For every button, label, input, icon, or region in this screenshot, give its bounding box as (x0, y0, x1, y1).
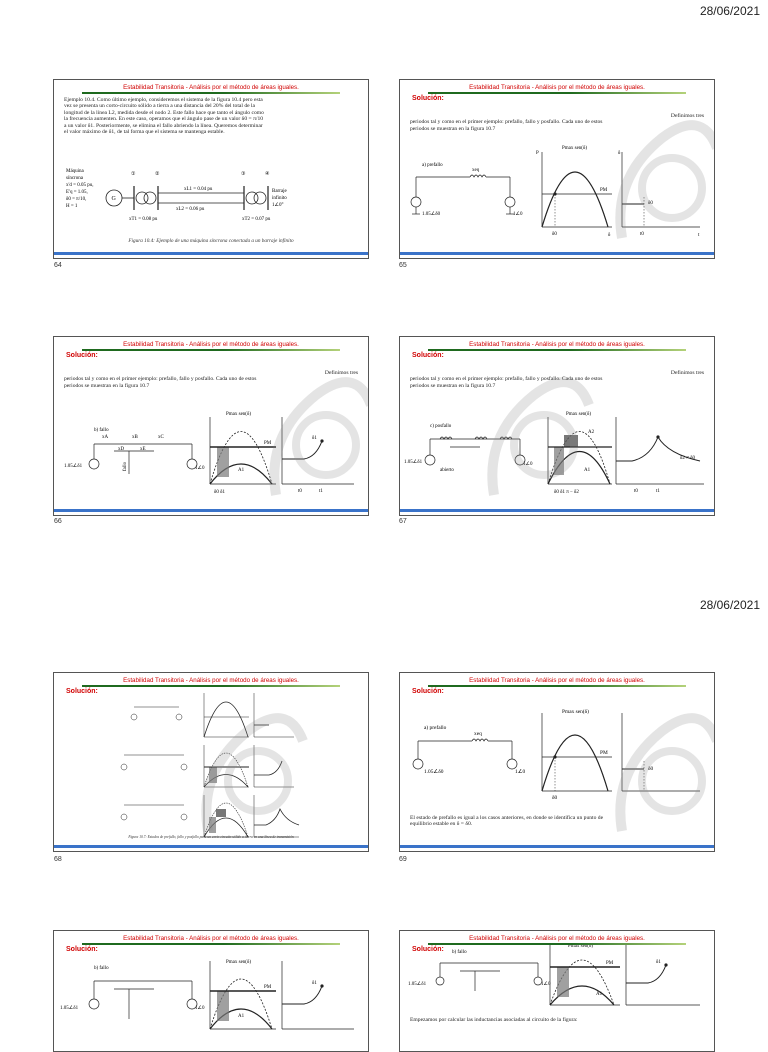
svg-text:1∠0: 1∠0 (541, 982, 551, 987)
svg-text:δ1: δ1 (312, 436, 317, 441)
title-divider (82, 92, 340, 94)
svg-text:xT2 = 0.07 pu: xT2 = 0.07 pu (242, 217, 271, 222)
svg-text:xA: xA (102, 435, 109, 440)
svg-text:xT1 = 0.08 pu: xT1 = 0.08 pu (129, 217, 158, 222)
svg-text:infinito: infinito (272, 196, 287, 201)
svg-text:1.05∠δ1: 1.05∠δ1 (64, 464, 83, 469)
svg-text:1.05∠δ0: 1.05∠δ0 (424, 769, 444, 775)
stage-prefallo (131, 693, 294, 737)
svg-text:Pmax sen(δ): Pmax sen(δ) (568, 945, 593, 949)
area-a1 (554, 447, 564, 475)
page-number: 67 (399, 518, 407, 525)
svg-text:Pmax sen(δ): Pmax sen(δ) (226, 412, 251, 417)
power-angle-plot (542, 708, 612, 801)
page-number: 68 (54, 856, 62, 863)
voltage-source-icon (411, 197, 421, 207)
svg-text:③: ③ (241, 172, 246, 177)
svg-text:t0: t0 (640, 232, 644, 237)
svg-text:Pmax sen(δ): Pmax sen(δ) (566, 412, 591, 417)
figure-caption: Figura 10.7: Estados de prefallo, fallo y posfallo para un corto circuito sólido a tierra en una línea de transmisión (128, 835, 294, 839)
svg-text:Máquina: Máquina (66, 169, 84, 174)
svg-text:A1: A1 (584, 468, 591, 473)
solution-label: Solución: (412, 688, 444, 695)
svg-text:A1: A1 (596, 992, 603, 997)
slide-thumbnail[interactable] (399, 672, 715, 852)
slide-footer-bar (400, 252, 714, 255)
solution-label: Solución: (66, 352, 98, 359)
svg-text:b) fallo: b) fallo (94, 966, 109, 971)
svg-text:δ0 = π/10,: δ0 = π/10, (66, 197, 87, 202)
title-divider (428, 685, 686, 687)
delta-time-plot (618, 151, 700, 238)
voltage-source-icon (505, 197, 515, 207)
svg-text:P: P (536, 151, 539, 156)
svg-text:abierto: abierto (440, 468, 454, 473)
svg-text:fallo: fallo (123, 461, 128, 471)
svg-text:1∠0: 1∠0 (195, 466, 205, 471)
svg-text:xB: xB (132, 435, 138, 440)
solution-label: Solución: (412, 946, 444, 953)
slide-title: Estabilidad Transitoria - Análisis por el método de áreas iguales. (123, 935, 299, 942)
solution-label: Solución: (412, 352, 444, 359)
voltage-source-icon (425, 455, 435, 465)
svg-text:1.05∠δ0: 1.05∠δ0 (422, 212, 441, 217)
svg-text:b) fallo: b) fallo (94, 428, 109, 433)
title-divider (428, 349, 686, 351)
slide-thumbnail[interactable] (53, 672, 369, 852)
solution-label: Solución: (412, 95, 444, 102)
svg-text:δ0: δ0 (552, 232, 557, 237)
svg-text:xL1 = 0.04 pu: xL1 = 0.04 pu (184, 187, 213, 192)
slide-footer-bar (400, 845, 714, 848)
svg-text:PM: PM (600, 750, 608, 756)
postfault-figure (400, 399, 714, 509)
svg-text:δ1: δ1 (656, 960, 661, 965)
svg-text:E'q = 1.05,: E'q = 1.05, (66, 190, 88, 195)
slide-thumbnail[interactable] (399, 336, 715, 516)
slide-thumbnail[interactable] (399, 79, 715, 259)
power-angle-plot (536, 146, 612, 238)
power-angle-plot (548, 412, 612, 495)
svg-text:Pmax sen(δ): Pmax sen(δ) (562, 146, 587, 151)
fault-figure (54, 959, 368, 1039)
svg-text:A1: A1 (238, 1014, 245, 1019)
svg-text:Pmax sen(δ): Pmax sen(δ) (226, 960, 251, 965)
delta-time-plot (282, 417, 354, 494)
svg-text:b) fallo: b) fallo (452, 950, 467, 955)
title-divider (428, 92, 686, 94)
power-curve (542, 172, 608, 227)
solution-label: Solución: (66, 946, 98, 953)
page-number: 65 (399, 262, 407, 269)
slide-title: Estabilidad Transitoria - Análisis por el método de áreas iguales. (469, 341, 645, 348)
body-text: Empezamos por calcular las inductancias asociadas al circuito de la figura: (410, 1017, 578, 1023)
slide-title: Estabilidad Transitoria - Análisis por el método de áreas iguales. (469, 935, 645, 942)
solution-label: Solución: (66, 688, 98, 695)
stage-posfallo (121, 795, 299, 837)
power-angle-plot (210, 412, 276, 495)
area-a2 (564, 435, 578, 447)
slide-footer-bar (54, 845, 368, 848)
svg-text:xE: xE (140, 447, 146, 452)
svg-text:δ2 ≠ δ0: δ2 ≠ δ0 (680, 456, 695, 461)
svg-text:PM: PM (264, 985, 272, 990)
slide-title: Estabilidad Transitoria - Análisis por el método de áreas iguales. (469, 84, 645, 91)
svg-text:t0: t0 (298, 489, 302, 494)
slide-footer-bar (54, 509, 368, 512)
delta-time-plot (616, 417, 704, 494)
svg-text:t1: t1 (656, 489, 660, 494)
voltage-source-icon (413, 759, 423, 769)
svg-text:δ0: δ0 (648, 766, 654, 772)
slide-footer-bar (54, 252, 368, 255)
infinite-bus-label (272, 189, 287, 208)
svg-text:síncrona: síncrona (66, 176, 83, 181)
slide-title: Estabilidad Transitoria - Análisis por el método de áreas iguales. (469, 677, 645, 684)
svg-text:1.05∠δ1: 1.05∠δ1 (60, 1006, 79, 1011)
figure-caption: Figura 10.4: Ejemplo de una máquina síncrona conectada a un barraje infinito (128, 238, 294, 244)
svg-text:1∠0°: 1∠0° (272, 203, 284, 208)
page-date: 28/06/2021 (699, 4, 760, 18)
stage-fallo (121, 745, 294, 787)
fault-figure (54, 399, 368, 509)
svg-text:xL2 = 0.06 pu: xL2 = 0.06 pu (176, 207, 205, 212)
prefault-figure (400, 691, 714, 801)
svg-text:xeq: xeq (472, 168, 480, 173)
slide-thumbnail[interactable] (399, 930, 715, 1052)
svg-text:1∠0: 1∠0 (523, 462, 533, 467)
voltage-source-icon (507, 759, 517, 769)
svg-text:δ: δ (618, 151, 621, 156)
three-stage-figure (54, 687, 368, 847)
svg-text:PM: PM (264, 441, 272, 446)
slide-thumbnail[interactable] (53, 930, 369, 1052)
svg-text:G: G (111, 196, 116, 202)
delta-time-plot (622, 713, 700, 791)
svg-text:PM: PM (606, 961, 614, 966)
svg-text:δ0: δ0 (648, 201, 653, 206)
body-text: El estado de prefallo es igual a los casos anteriores, en donde se identifica un punto de equilibrio estable en δ = δ0. (410, 815, 604, 828)
page-number: 66 (54, 518, 62, 525)
svg-text:c) posfallo: c) posfallo (430, 424, 452, 429)
intro-text: Definimos tres periodos tal y como en el primer ejemplo: prefallo, fallo y posfallo. Cada uno de estos periodos se muestran en la figura 10.7 (410, 113, 704, 132)
svg-text:①: ① (131, 172, 136, 177)
svg-text:t: t (698, 233, 700, 238)
page-number: 64 (54, 262, 62, 269)
page-number: 69 (399, 856, 407, 863)
title-divider (82, 943, 340, 945)
title-divider (82, 349, 340, 351)
slide-footer-bar (400, 509, 714, 512)
slide-thumbnail[interactable] (53, 79, 369, 259)
svg-text:a) prefallo: a) prefallo (422, 163, 443, 168)
svg-text:δ0: δ0 (552, 795, 558, 801)
intro-text: Definimos tres periodos tal y como en el primer ejemplo: prefallo, fallo y posfallo. Cada uno de estos periodos se muestran en la figura 10.7 (410, 370, 704, 389)
reactance-coil-icon (472, 739, 488, 741)
svg-text:④: ④ (265, 172, 270, 177)
voltage-source-icon (89, 459, 99, 469)
svg-text:δ: δ (608, 233, 611, 238)
svg-text:PM: PM (600, 188, 608, 193)
svg-text:a) prefallo: a) prefallo (424, 725, 447, 731)
slide-thumbnail[interactable] (53, 336, 369, 516)
svg-text:δ0 δ1 π − δ2: δ0 δ1 π − δ2 (554, 490, 579, 495)
svg-text:A2: A2 (588, 430, 595, 435)
svg-text:Barraje: Barraje (272, 189, 287, 194)
svg-text:t1: t1 (319, 489, 323, 494)
svg-text:A1: A1 (238, 468, 245, 473)
svg-text:H = 1: H = 1 (66, 204, 78, 209)
svg-text:1∠0: 1∠0 (195, 1006, 205, 1011)
slide-title: Estabilidad Transitoria - Análisis por el método de áreas iguales. (123, 84, 299, 91)
svg-text:x'd = 0.05 pu,: x'd = 0.05 pu, (66, 183, 94, 188)
reactance-coil-icon (470, 175, 486, 177)
fault-figure (400, 945, 714, 1025)
example-text: Ejemplo 10.4. Como último ejemplo, consideremos el sistema de la figura 10.4 pero esta vez se presenta un corto-circuito sólido a tierra a una distancia del 20% del total de la longitud de la línea L2, medida desde el nodo 2. Este fallo hace que tanto el ángulo como la frecuencia aumenten. En este caso, operamos que el ángulo pase de un valor δ0 = π/10 a un valor δ1. Posteriormente, se elimina el fallo abriendo la línea. Queremos determinar el valor máximo de δ1, de tal forma que el sistema se mantenga estable. (64, 97, 264, 136)
machine-label (66, 169, 93, 209)
svg-text:1∠0: 1∠0 (513, 212, 523, 217)
slide-title: Estabilidad Transitoria - Análisis por el método de áreas iguales. (123, 677, 299, 684)
svg-text:δ0 δ1: δ0 δ1 (214, 490, 225, 495)
svg-text:t0: t0 (634, 489, 638, 494)
svg-text:②: ② (155, 172, 160, 177)
slide-title: Estabilidad Transitoria - Análisis por el método de áreas iguales. (123, 341, 299, 348)
svg-text:Pmax sen(δ): Pmax sen(δ) (562, 709, 589, 715)
svg-text:xC: xC (158, 435, 164, 440)
svg-text:1.05∠δ1: 1.05∠δ1 (404, 460, 423, 465)
intro-text: Definimos tres periodos tal y como en el primer ejemplo: prefallo, fallo y posfallo. Cada uno de estos periodos se muestran en la figura 10.7 (64, 370, 358, 389)
svg-text:xeq: xeq (474, 731, 482, 737)
svg-text:δ1: δ1 (312, 981, 317, 986)
area-a1 (217, 447, 229, 477)
prefault-figure (400, 142, 714, 252)
svg-text:1.05∠δ1: 1.05∠δ1 (408, 982, 427, 987)
svg-text:xD: xD (118, 447, 125, 452)
svg-text:1∠0: 1∠0 (515, 769, 526, 775)
page-date: 28/06/2021 (699, 598, 760, 612)
